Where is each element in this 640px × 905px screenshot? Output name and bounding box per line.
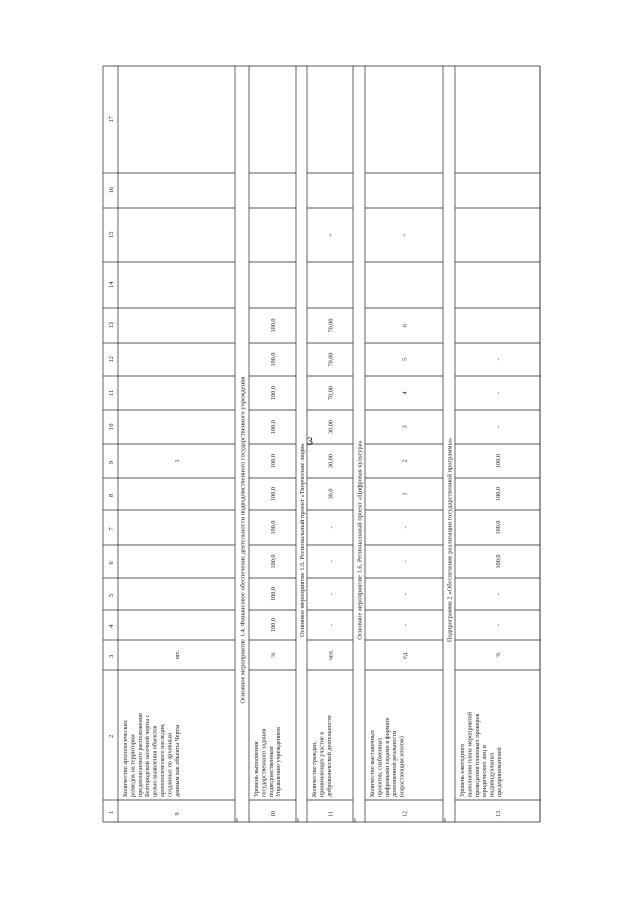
header-cell-17: 17 xyxy=(108,116,115,123)
section-title: Основное мероприятие 1.4. Финансовое обеспечение деятельности подведомственного государственного учреждения xyxy=(239,376,247,704)
row-number: 10 xyxy=(270,810,277,818)
value-cell: 70,00 xyxy=(327,352,335,367)
value-cell: - xyxy=(327,526,335,529)
indicator-name-line: индивидуальных xyxy=(488,752,496,797)
header-cell-11: 11 xyxy=(108,389,115,396)
indicator-name-line: проектов, снабженных xyxy=(376,737,384,797)
indicator-name-line: добровольческой деятельности xyxy=(325,715,333,797)
value-cell: 5 xyxy=(401,357,409,362)
value-cell: 100,0 xyxy=(270,487,277,501)
unit-cell: чел. xyxy=(327,649,335,661)
indicator-name-line: юридических лиц и xyxy=(481,745,489,797)
indicator-name-line: Количество выставочных xyxy=(369,729,376,797)
header-cell-3: 3 xyxy=(108,654,115,658)
indicator-name-line: подведомственным xyxy=(267,746,275,797)
unit-cell: ед. xyxy=(401,651,409,659)
value-cell: - xyxy=(327,592,335,596)
indicator-name-line: цифровыми гидами в формате xyxy=(383,717,391,797)
value-cell: - xyxy=(401,560,409,563)
page-number: 3 xyxy=(307,434,313,448)
indicator-name-line: принимающих участие в xyxy=(318,731,326,797)
indicator-name-line: созданных по архивным xyxy=(166,733,174,797)
indicator-name-line: Количество граждан, xyxy=(311,741,318,797)
value-cell: 70,00 xyxy=(327,318,335,333)
header-cell-16: 16 xyxy=(108,187,115,194)
header-cell-10: 10 xyxy=(108,423,115,430)
value-cell: - xyxy=(327,623,335,627)
value-cell: - xyxy=(401,592,409,596)
value-cell: 2 xyxy=(401,459,409,463)
value-cell: - xyxy=(495,391,502,395)
value-cell: - xyxy=(401,526,409,529)
table-grid xyxy=(103,66,540,822)
value-cell: 70,00 xyxy=(327,386,335,400)
value-cell: 1 xyxy=(401,492,409,496)
value-cell: 100,0 xyxy=(270,587,277,601)
value-cell: 100,0 xyxy=(270,420,277,434)
value-cell: 30,0 xyxy=(327,488,335,500)
header-cell-2: 2 xyxy=(108,734,115,738)
value-cell: - xyxy=(495,425,502,429)
value-cell: 30,00 xyxy=(327,454,335,468)
table-text-layer xyxy=(108,115,503,817)
header-cell-7: 7 xyxy=(108,527,115,531)
indicator-name-line: Уровень ежегодного xyxy=(459,743,466,797)
value-cell: 100,0 xyxy=(495,487,502,501)
header-cell-5: 5 xyxy=(108,593,115,597)
header-cell-13: 13 xyxy=(108,322,115,329)
value-cell: - xyxy=(495,592,502,596)
value-cell: 100,0 xyxy=(270,554,277,569)
row-number: 9 xyxy=(174,812,181,816)
section-title: Основное мероприятие 1.5. Региональный проект «Творческие люди» xyxy=(299,443,306,637)
value-cell: + xyxy=(327,233,335,237)
value-cell: - xyxy=(327,560,335,563)
value-cell: 1 xyxy=(174,459,181,463)
value-cell: - xyxy=(495,358,502,361)
value-cell: 30,00 xyxy=(327,420,335,434)
header-cell-4: 4 xyxy=(108,624,115,628)
unit-cell: % xyxy=(270,652,277,658)
header-cell-9: 9 xyxy=(108,460,115,464)
value-cell: 100,0 xyxy=(270,352,277,367)
row-number: 11 xyxy=(327,811,335,817)
indicator-name-line: проведения плановых проверок xyxy=(473,713,481,797)
row-number: 12 xyxy=(401,810,409,818)
indicator-name-line: предполагаемого расположения xyxy=(136,713,144,797)
unit-cell: шт. xyxy=(174,650,181,660)
value-cell: 100,0 xyxy=(270,618,277,632)
row-number: 13 xyxy=(495,810,502,818)
value-cell: 100,0 xyxy=(495,454,502,468)
indicator-name-line: Количество археологических xyxy=(122,720,129,797)
indicator-name-line: выполнения плана мероприятий xyxy=(466,711,474,797)
value-cell: 100,0 xyxy=(270,454,277,468)
header-cell-6: 6 xyxy=(108,561,115,565)
section-title: Основное мероприятие 1.6. Региональный проект «Цифровая культура» xyxy=(356,440,364,640)
value-cell: 100,0 xyxy=(270,318,277,333)
value-cell: 100,0 xyxy=(270,386,277,400)
header-cell-14: 14 xyxy=(108,281,115,288)
value-cell: - xyxy=(495,623,502,627)
unit-cell: % xyxy=(495,652,502,658)
indicator-name-line: дополненной реальности xyxy=(391,730,399,797)
indicator-name-line: Управлению учреждением xyxy=(275,727,283,797)
value-cell: - xyxy=(401,623,409,627)
indicator-name-line: государственного задания xyxy=(260,728,268,797)
value-cell: 3 xyxy=(401,425,409,429)
header-cell-12: 12 xyxy=(108,356,115,363)
value-cell: 100,0 xyxy=(495,554,502,569)
value-cell: + xyxy=(401,233,409,237)
header-cell-8: 8 xyxy=(108,493,115,497)
indicator-name-line: данным как объекты Черты xyxy=(173,724,181,797)
indicator-name-line: Уровень выполнения xyxy=(253,741,260,797)
indicator-name-line: археологического наследия, xyxy=(159,723,166,797)
indicator-name-line: целью выявления объектов xyxy=(151,725,159,797)
value-cell: 4 xyxy=(401,391,409,395)
header-cell-15: 15 xyxy=(108,231,115,238)
indicator-name-line: Белгородской засечной черты с xyxy=(144,714,152,797)
header-cell-1: 1 xyxy=(108,810,115,814)
indicator-name-line: разведок на территории xyxy=(129,734,137,797)
indicator-name-line: (нарастающим итогом) xyxy=(398,736,406,797)
section-title: Подпрограмма 2 «Обеспечение реализации государственной программы» xyxy=(446,437,454,643)
value-cell: 100,0 xyxy=(495,520,502,535)
value-cell: 6 xyxy=(401,323,409,328)
indicator-name-line: предпринимателей xyxy=(496,747,503,797)
value-cell: 100,0 xyxy=(270,520,277,535)
